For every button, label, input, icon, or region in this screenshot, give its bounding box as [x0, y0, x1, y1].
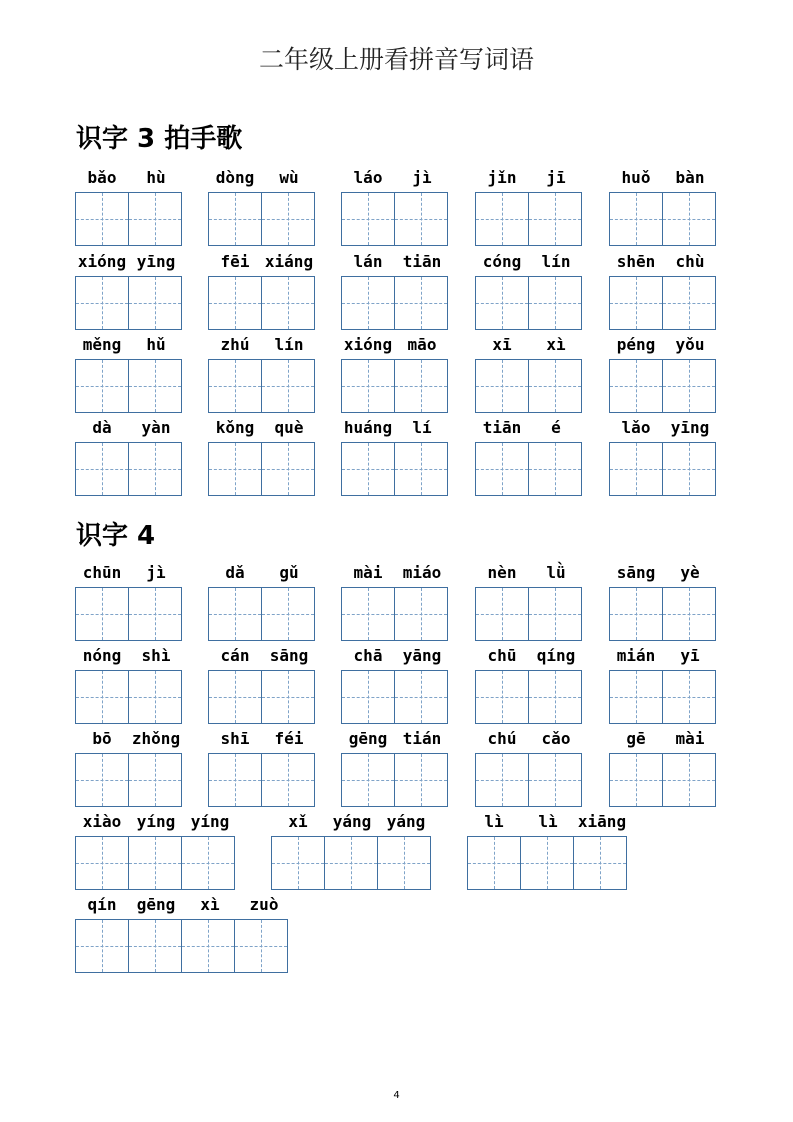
writing-cell[interactable]: [475, 359, 529, 413]
pinyin-syllable: xióng: [77, 252, 127, 271]
pinyin-syllable: qín: [87, 895, 117, 914]
pinyin-syllable: jī: [546, 168, 566, 187]
pinyin-syllable: chù: [675, 252, 705, 271]
pinyin-syllable: cán: [220, 646, 250, 665]
pinyin-syllable: péng: [616, 335, 656, 354]
writing-cell[interactable]: [662, 276, 716, 330]
pinyin-syllable: é: [551, 418, 561, 437]
writing-cell[interactable]: [573, 836, 627, 890]
pinyin-syllable: hǔ: [146, 335, 166, 354]
writing-cell[interactable]: [324, 836, 378, 890]
pinyin-syllable: cóng: [482, 252, 522, 271]
writing-cell[interactable]: [394, 442, 448, 496]
pinyin-syllable: lǜ: [546, 563, 566, 582]
pinyin-syllable: yáng: [332, 812, 372, 831]
pinyin-syllable: dòng: [215, 168, 255, 187]
writing-cell[interactable]: [261, 359, 315, 413]
writing-cell[interactable]: [662, 359, 716, 413]
pinyin-syllable: xī: [492, 335, 512, 354]
writing-cell[interactable]: [609, 670, 663, 724]
writing-cell[interactable]: [208, 359, 262, 413]
pinyin-syllable: kǒng: [215, 418, 255, 437]
pinyin-syllable: mài: [675, 729, 705, 748]
pinyin-syllable: chú: [487, 729, 517, 748]
writing-cell[interactable]: [261, 442, 315, 496]
writing-cell[interactable]: [208, 670, 262, 724]
writing-cell[interactable]: [75, 359, 129, 413]
pinyin-syllable: hù: [146, 168, 166, 187]
writing-cell[interactable]: [528, 587, 582, 641]
writing-cell[interactable]: [609, 359, 663, 413]
writing-cell[interactable]: [394, 670, 448, 724]
writing-cell[interactable]: [394, 276, 448, 330]
writing-cell[interactable]: [75, 753, 129, 807]
writing-cell[interactable]: [475, 276, 529, 330]
writing-cell[interactable]: [528, 359, 582, 413]
pinyin-syllable: yīng: [670, 418, 710, 437]
pinyin-syllable: láo: [353, 168, 383, 187]
writing-cell[interactable]: [475, 670, 529, 724]
writing-cell[interactable]: [528, 442, 582, 496]
writing-cell[interactable]: [128, 753, 182, 807]
writing-cell[interactable]: [261, 753, 315, 807]
pinyin-syllable: shì: [141, 646, 171, 665]
pinyin-syllable: lǎo: [621, 418, 651, 437]
pinyin-syllable: miáo: [402, 563, 442, 582]
pinyin-syllable: yàn: [141, 418, 171, 437]
writing-cell[interactable]: [128, 359, 182, 413]
writing-cell[interactable]: [208, 442, 262, 496]
writing-cell[interactable]: [662, 670, 716, 724]
pinyin-syllable: xiáng: [264, 252, 314, 271]
writing-cell[interactable]: [520, 836, 574, 890]
section-heading: 识字 4: [76, 521, 156, 551]
writing-cell[interactable]: [271, 836, 325, 890]
writing-cell[interactable]: [128, 670, 182, 724]
pinyin-syllable: jì: [146, 563, 166, 582]
writing-cell[interactable]: [609, 587, 663, 641]
writing-cell[interactable]: [394, 359, 448, 413]
writing-cell[interactable]: [208, 192, 262, 246]
pinyin-syllable: lán: [353, 252, 383, 271]
pinyin-syllable: yè: [680, 563, 700, 582]
writing-cell[interactable]: [75, 670, 129, 724]
writing-cell[interactable]: [609, 753, 663, 807]
writing-cell[interactable]: [528, 276, 582, 330]
pinyin-syllable: yīng: [136, 252, 176, 271]
writing-cell[interactable]: [341, 442, 395, 496]
section-heading: 识字 3 拍手歌: [76, 124, 243, 154]
pinyin-syllable: tiān: [482, 418, 522, 437]
writing-cell[interactable]: [261, 192, 315, 246]
writing-cell[interactable]: [394, 753, 448, 807]
writing-cell[interactable]: [261, 587, 315, 641]
pinyin-syllable: jì: [412, 168, 432, 187]
pinyin-syllable: qíng: [536, 646, 576, 665]
pinyin-syllable: què: [274, 418, 304, 437]
writing-cell[interactable]: [662, 442, 716, 496]
pinyin-syllable: huǒ: [621, 168, 651, 187]
writing-cell[interactable]: [662, 587, 716, 641]
writing-cell[interactable]: [341, 359, 395, 413]
writing-cell[interactable]: [181, 836, 235, 890]
pinyin-syllable: gǔ: [279, 563, 299, 582]
writing-cell[interactable]: [341, 587, 395, 641]
pinyin-syllable: mài: [353, 563, 383, 582]
writing-cell[interactable]: [609, 442, 663, 496]
pinyin-syllable: xióng: [343, 335, 393, 354]
pinyin-syllable: wù: [279, 168, 299, 187]
pinyin-syllable: zuò: [249, 895, 279, 914]
pinyin-syllable: xiāng: [577, 812, 627, 831]
writing-cell[interactable]: [128, 919, 182, 973]
pinyin-syllable: gē: [626, 729, 646, 748]
writing-cell[interactable]: [662, 753, 716, 807]
writing-cell[interactable]: [75, 442, 129, 496]
writing-cell[interactable]: [128, 276, 182, 330]
pinyin-syllable: lí: [412, 418, 432, 437]
pinyin-syllable: huáng: [343, 418, 393, 437]
pinyin-syllable: yī: [680, 646, 700, 665]
writing-cell[interactable]: [75, 192, 129, 246]
pinyin-syllable: fēi: [220, 252, 250, 271]
writing-cell[interactable]: [128, 836, 182, 890]
writing-cell[interactable]: [75, 919, 129, 973]
writing-cell[interactable]: [609, 276, 663, 330]
pinyin-syllable: cǎo: [541, 729, 571, 748]
writing-cell[interactable]: [475, 587, 529, 641]
page-title: 二年级上册看拼音写词语: [258, 45, 534, 74]
pinyin-syllable: yáng: [386, 812, 426, 831]
pinyin-syllable: bǎo: [87, 168, 117, 187]
pinyin-syllable: yíng: [136, 812, 176, 831]
pinyin-syllable: gēng: [348, 729, 388, 748]
pinyin-syllable: yíng: [190, 812, 230, 831]
writing-cell[interactable]: [75, 587, 129, 641]
pinyin-syllable: bàn: [675, 168, 705, 187]
pinyin-syllable: zhǒng: [131, 729, 181, 748]
pinyin-syllable: měng: [82, 335, 122, 354]
pinyin-syllable: yāng: [402, 646, 442, 665]
writing-cell[interactable]: [261, 670, 315, 724]
writing-cell[interactable]: [341, 753, 395, 807]
pinyin-syllable: gēng: [136, 895, 176, 914]
writing-cell[interactable]: [341, 670, 395, 724]
pinyin-syllable: yǒu: [675, 335, 705, 354]
writing-cell[interactable]: [208, 753, 262, 807]
pinyin-syllable: lín: [274, 335, 304, 354]
pinyin-syllable: nóng: [82, 646, 122, 665]
writing-cell[interactable]: [475, 192, 529, 246]
pinyin-syllable: shī: [220, 729, 250, 748]
pinyin-syllable: lì: [538, 812, 558, 831]
pinyin-syllable: chā: [353, 646, 383, 665]
pinyin-syllable: nèn: [487, 563, 517, 582]
pinyin-syllable: xì: [546, 335, 566, 354]
writing-cell[interactable]: [208, 276, 262, 330]
writing-cell[interactable]: [75, 836, 129, 890]
pinyin-syllable: xiào: [82, 812, 122, 831]
pinyin-syllable: tiān: [402, 252, 442, 271]
writing-cell[interactable]: [128, 442, 182, 496]
writing-cell[interactable]: [662, 192, 716, 246]
pinyin-syllable: zhú: [220, 335, 250, 354]
writing-cell[interactable]: [128, 192, 182, 246]
writing-cell[interactable]: [75, 276, 129, 330]
pinyin-syllable: tián: [402, 729, 442, 748]
pinyin-syllable: lì: [484, 812, 504, 831]
writing-cell[interactable]: [341, 276, 395, 330]
writing-cell[interactable]: [394, 192, 448, 246]
writing-cell[interactable]: [475, 442, 529, 496]
pinyin-syllable: sāng: [269, 646, 309, 665]
pinyin-syllable: shēn: [616, 252, 656, 271]
pinyin-syllable: chūn: [82, 563, 122, 582]
pinyin-syllable: dà: [92, 418, 112, 437]
pinyin-syllable: féi: [274, 729, 304, 748]
pinyin-syllable: bō: [92, 729, 112, 748]
writing-cell[interactable]: [128, 587, 182, 641]
writing-cell[interactable]: [341, 192, 395, 246]
writing-cell[interactable]: [528, 192, 582, 246]
pinyin-syllable: dǎ: [225, 563, 245, 582]
writing-cell[interactable]: [394, 587, 448, 641]
writing-cell[interactable]: [261, 276, 315, 330]
writing-cell[interactable]: [234, 919, 288, 973]
page-number: 4: [393, 1090, 400, 1101]
pinyin-syllable: chū: [487, 646, 517, 665]
pinyin-syllable: māo: [407, 335, 437, 354]
pinyin-syllable: xǐ: [288, 812, 308, 831]
pinyin-syllable: sāng: [616, 563, 656, 582]
writing-cell[interactable]: [181, 919, 235, 973]
writing-cell[interactable]: [609, 192, 663, 246]
writing-cell[interactable]: [467, 836, 521, 890]
writing-cell[interactable]: [528, 753, 582, 807]
writing-cell[interactable]: [475, 753, 529, 807]
pinyin-syllable: mián: [616, 646, 656, 665]
pinyin-syllable: jǐn: [487, 168, 517, 187]
pinyin-syllable: xì: [200, 895, 220, 914]
writing-cell[interactable]: [528, 670, 582, 724]
writing-cell[interactable]: [208, 587, 262, 641]
writing-cell[interactable]: [377, 836, 431, 890]
pinyin-syllable: lín: [541, 252, 571, 271]
